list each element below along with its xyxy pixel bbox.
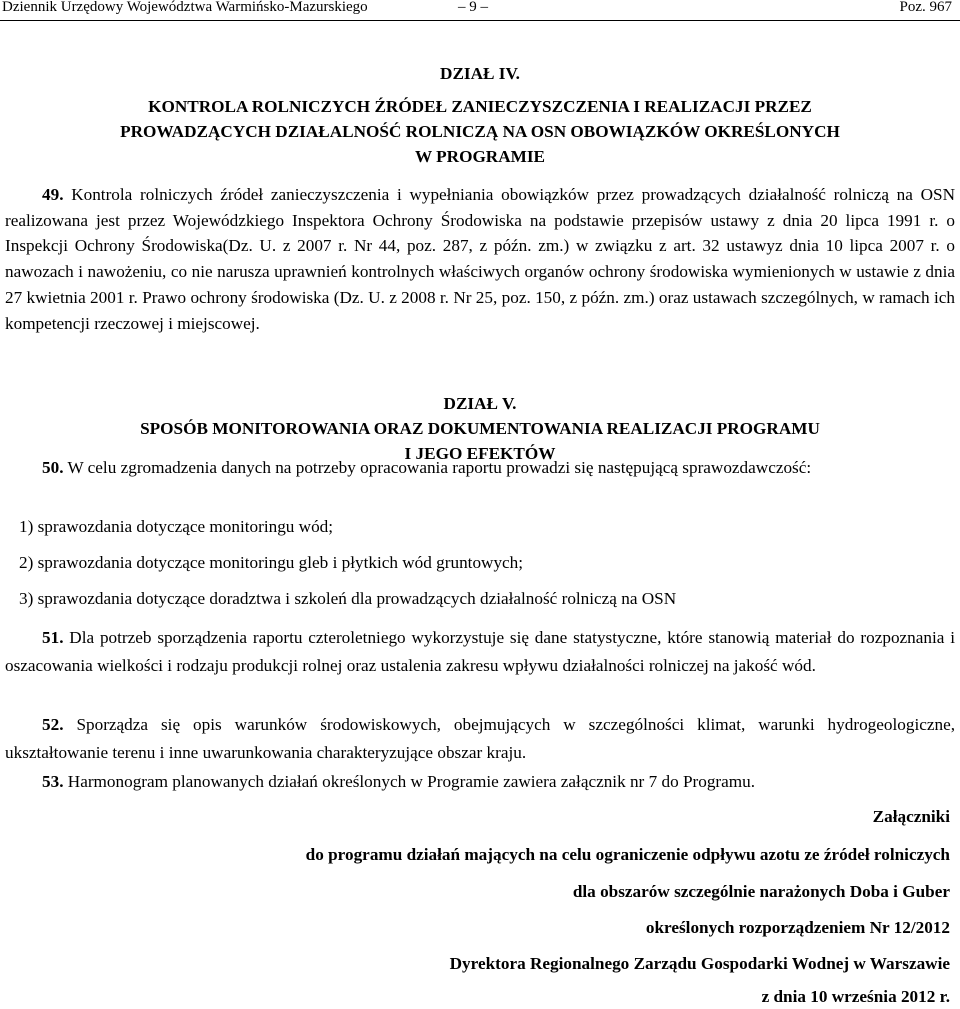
section-v-heading: DZIAŁ V. xyxy=(443,394,517,413)
list-item: 1) sprawozdania dotyczące monitoringu wód; xyxy=(19,517,334,536)
paragraph-52 xyxy=(5,711,955,767)
page-number: – 9 – xyxy=(458,0,488,15)
paragraph-51 xyxy=(5,624,955,680)
paragraph-50 xyxy=(5,454,955,482)
paragraph-53-text: Harmonogram planowanych działań określonych w Programie zawiera załącznik nr 7 do Programu. xyxy=(63,772,756,791)
paragraph-49 xyxy=(5,182,955,336)
annex-subtitle-line-2: dla obszarów szczególnie narażonych Doba i Guber xyxy=(572,882,950,901)
header-row xyxy=(0,0,960,14)
paragraph-49-text: Kontrola rolniczych źródeł zanieczyszczenia i wypełniania obowiązków przez prowadzących działalność rolniczą na OSN realizowana jest przez Wojewódzkiego Inspektora Ochrony Środowiska na podstawie przepisów ustawy z dnia 20 lipca 1991 r. o Inspekcji Ochrony Środowiska(Dz. U. z 2007 r. Nr 44, poz. 287, z późn. zm.) w związku z art. 32 ustawyz dnia 10 lipca 2007 r. o nawozach i nawożeniu, co nie narusza uprawnień kontrolnych właściwych organów ochrony środowiska wymienionych w ustawie z dnia 27 kwietnia 2001 r. Prawo ochrony środowiska (Dz. U. z 2008 r. Nr 25, poz. 150, z późn. zm.) oraz ustawach szczególnych, w ramach ich kompetencji rzeczowej i miejscowej. xyxy=(5,185,955,333)
position-number: Poz. 967 xyxy=(899,0,952,15)
paragraph-50-text: W celu zgromadzenia danych na potrzeby opracowania raportu prowadzi się następującą sprawozdawczość: xyxy=(63,458,812,477)
annex-date: z dnia 10 września 2012 r. xyxy=(761,987,950,1006)
annex-subtitle-line-4: Dyrektora Regionalnego Zarządu Gospodarki Wodnej w Warszawie xyxy=(449,954,950,973)
paragraph-51-text: Dla potrzeb sporządzenia raportu czteroletniego wykorzystuje się dane statystyczne, które stanowią materiał do rozpoznania i oszacowania wielkości i rodzaju produkcji rolnej oraz ustalenia zakresu wpływu działalności rolniczej na jakość wód. xyxy=(5,628,955,675)
section-iv-title-line-3: W PROGRAMIE xyxy=(414,147,546,166)
paragraph-52-number: 52. xyxy=(42,715,64,734)
section-v-title-line-1: SPOSÓB MONITOROWANIA ORAZ DOKUMENTOWANIA REALIZACJI PROGRAMU xyxy=(140,419,820,438)
annex-subtitle-line-1: do programu działań mających na celu ograniczenie odpływu azotu ze źródeł rolniczych xyxy=(305,845,950,864)
header-divider xyxy=(0,20,960,21)
paragraph-51-number: 51. xyxy=(42,628,64,647)
section-iv-title-line-1: KONTROLA ROLNICZYCH ŹRÓDEŁ ZANIECZYSZCZENIA I REALIZACJI PRZEZ xyxy=(148,97,812,116)
paragraph-52-text: Sporządza się opis warunków środowiskowych, obejmujących w szczególności klimat, warunki hydrogeologiczne, ukształtowanie terenu i inne uwarunkowania charakteryzujące obszar kraju. xyxy=(5,715,955,762)
section-iv-title-line-2: PROWADZĄCYCH DZIAŁALNOŚĆ ROLNICZĄ NA OSN OBOWIĄZKÓW OKREŚLONYCH xyxy=(120,122,840,141)
paragraph-53 xyxy=(5,770,955,794)
paragraph-53-number: 53. xyxy=(42,772,64,791)
annex-title: Załączniki xyxy=(872,807,950,826)
list-item: 3) sprawozdania dotyczące doradztwa i szkoleń dla prowadzących działalność rolniczą na OSN xyxy=(19,589,677,608)
paragraph-49-number: 49. xyxy=(42,185,64,204)
journal-title: Dziennik Urzędowy Województwa Warmińsko-Mazurskiego xyxy=(2,0,368,15)
list-item: 2) sprawozdania dotyczące monitoringu gleb i płytkich wód gruntowych; xyxy=(19,553,524,572)
paragraph-50-number: 50. xyxy=(42,458,64,477)
section-iv-heading: DZIAŁ IV. xyxy=(440,64,520,83)
section-v-title-line-2: I JEGO EFEKTÓW xyxy=(404,444,556,463)
annex-subtitle-line-3: określonych rozporządzeniem Nr 12/2012 xyxy=(645,918,950,937)
